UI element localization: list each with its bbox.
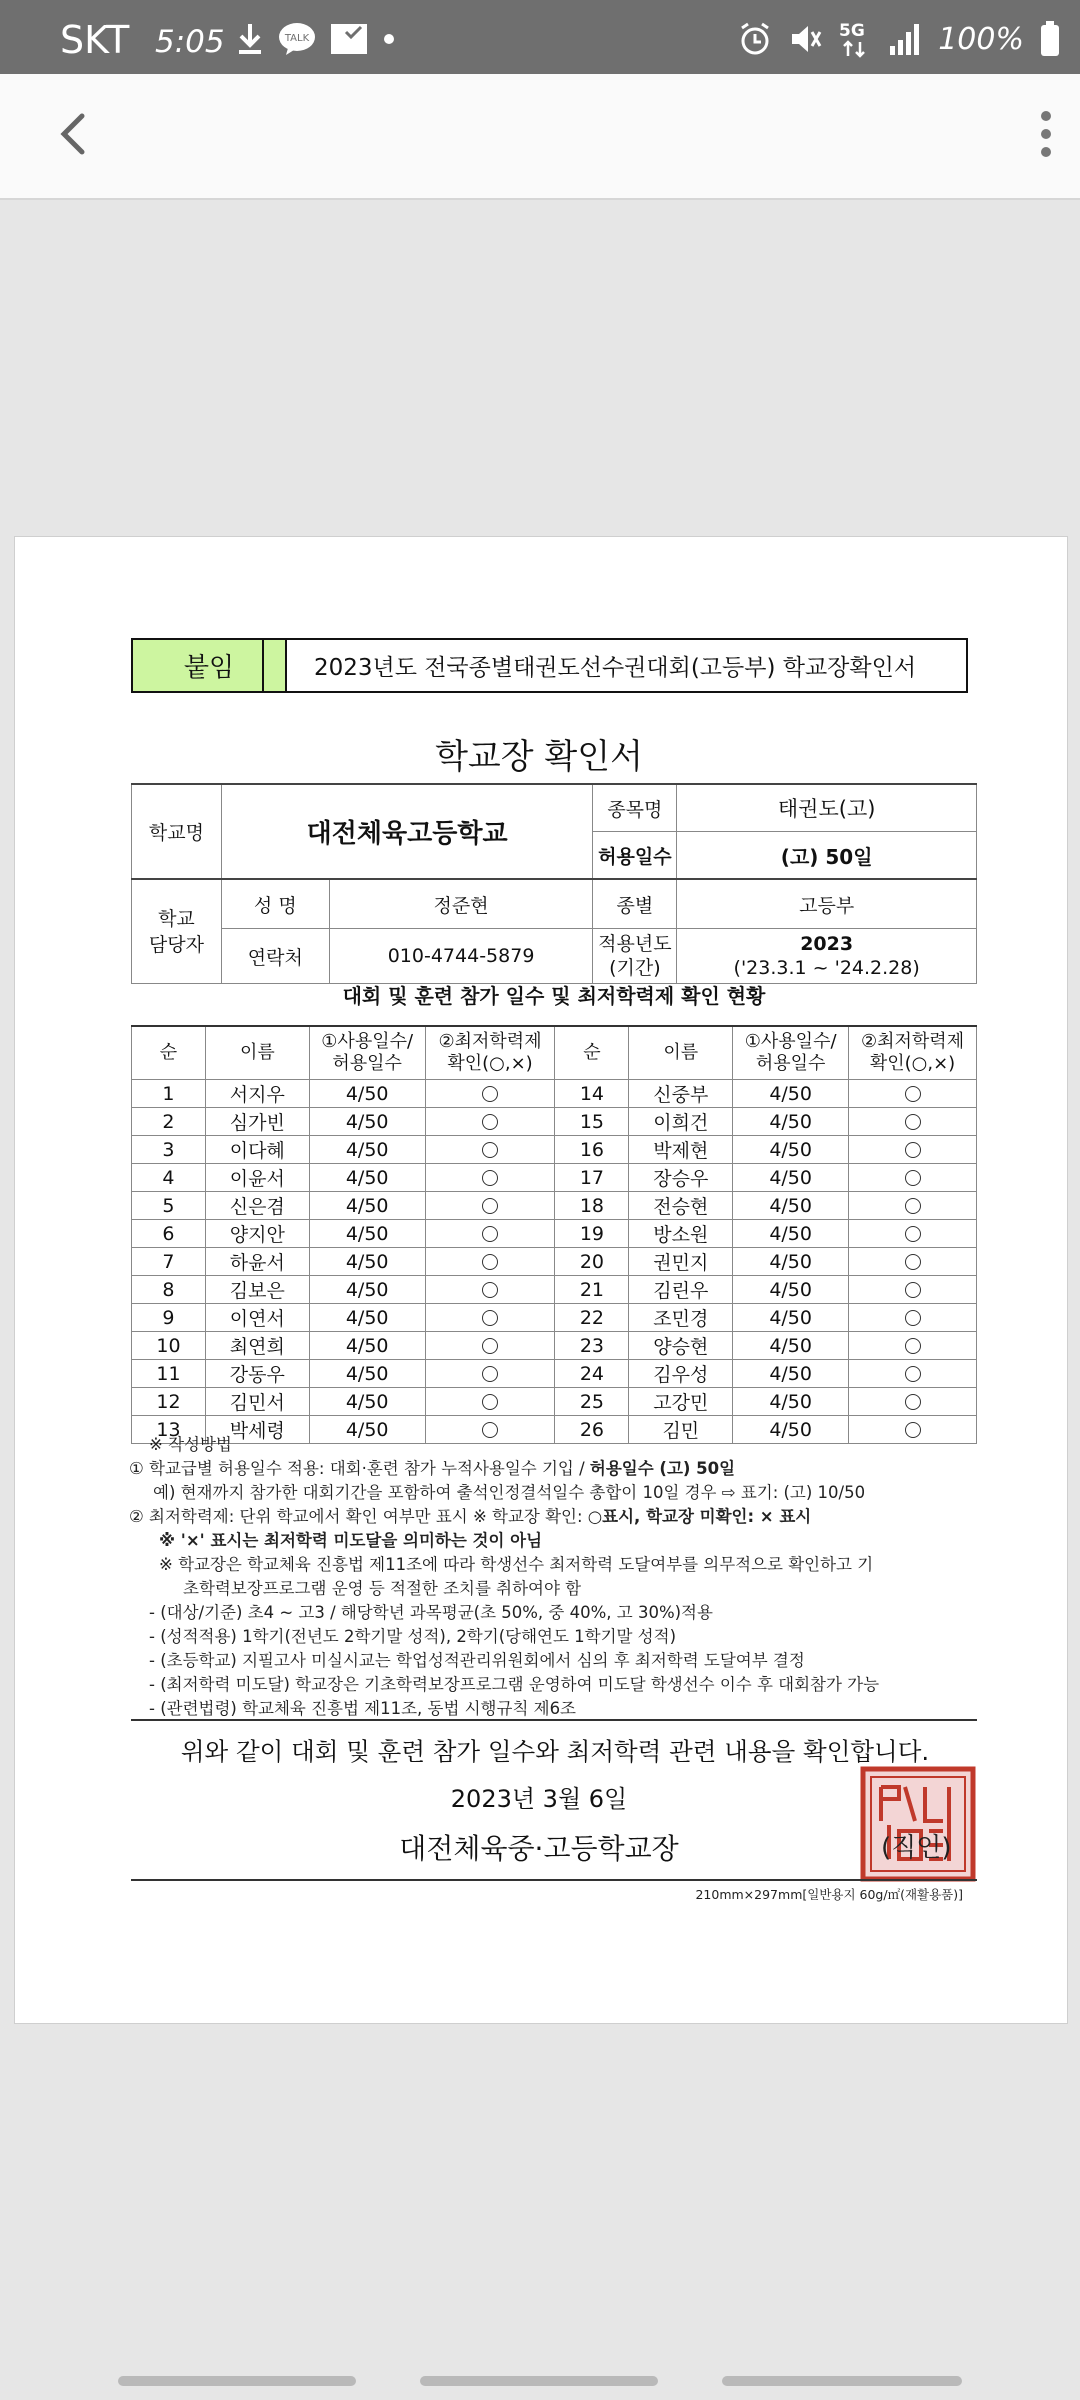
divider xyxy=(131,1719,977,1721)
student-name: 박세령 xyxy=(205,1416,309,1444)
note-1-example: 예) 현재까지 참가한 대회기간을 포함하여 출석인정결석일수 총합이 10일 경우 ⇨ 표기: (고) 10/50 xyxy=(153,1483,866,1502)
note-bullet-2: - (성적적용) 1학기(전년도 2학기말 성적), 2학기(당해연도 1학기말 성적) xyxy=(149,1627,677,1646)
circle-mark-icon xyxy=(905,1226,921,1242)
student-no: 26 xyxy=(555,1416,629,1444)
min-academic-check xyxy=(425,1248,555,1276)
note-2-sub-1: ※ '×' 표시는 최저학력 미도달을 의미하는 것이 아님 xyxy=(159,1531,543,1550)
circle-mark-icon xyxy=(482,1142,498,1158)
circle-mark-icon xyxy=(905,1114,921,1130)
notes-heading: ※ 작성방법 xyxy=(149,1435,232,1454)
circle-mark-icon xyxy=(905,1394,921,1410)
used-days: 4/50 xyxy=(309,1360,425,1388)
used-days: 4/50 xyxy=(309,1108,425,1136)
circle-mark-icon xyxy=(905,1366,921,1382)
allowed-days-value: (고) 50일 xyxy=(677,832,977,880)
min-academic-check xyxy=(425,1332,555,1360)
allowed-days-label: 허용일수 xyxy=(593,832,677,880)
table-row xyxy=(132,1332,977,1360)
min-academic-check xyxy=(849,1248,977,1276)
used-days: 4/50 xyxy=(309,1332,425,1360)
min-academic-check xyxy=(849,1108,977,1136)
circle-mark-icon xyxy=(482,1114,498,1130)
note-2-sub-2: ※ 학교장은 학교체육 진흥법 제11조에 따라 학생선수 최저학력 도달여부를 의무적으로 확인하고 기 xyxy=(159,1555,874,1574)
gallery-icon xyxy=(330,22,368,56)
student-no: 15 xyxy=(555,1108,629,1136)
used-days: 4/50 xyxy=(733,1360,849,1388)
used-days: 4/50 xyxy=(309,1136,425,1164)
min-academic-check xyxy=(849,1192,977,1220)
used-days: 4/50 xyxy=(733,1276,849,1304)
min-academic-check xyxy=(425,1304,555,1332)
circle-mark-icon xyxy=(482,1394,498,1410)
name-value: 정준현 xyxy=(329,879,593,929)
student-no: 23 xyxy=(555,1332,629,1360)
circle-mark-icon xyxy=(482,1198,498,1214)
paper-spec: 210mm×297mm[일반용지 60g/㎡(재활용품)] xyxy=(695,1887,963,1902)
student-no: 22 xyxy=(555,1304,629,1332)
app-bar xyxy=(0,74,1080,200)
note-1 xyxy=(129,1457,979,1481)
alarm-icon xyxy=(738,22,772,56)
student-name: 강동우 xyxy=(205,1360,309,1388)
section-heading: 대회 및 훈련 참가 일수 및 최저학력제 확인 현황 xyxy=(342,984,766,1008)
used-days: 4/50 xyxy=(309,1276,425,1304)
circle-mark-icon xyxy=(905,1254,921,1270)
info-table xyxy=(131,783,977,984)
student-no: 9 xyxy=(132,1304,206,1332)
staff-label: 학교 담당자 xyxy=(132,879,222,984)
circle-mark-icon xyxy=(905,1282,921,1298)
circle-mark-icon xyxy=(482,1310,498,1326)
student-name: 권민지 xyxy=(629,1248,733,1276)
min-academic-check xyxy=(849,1164,977,1192)
used-days: 4/50 xyxy=(733,1304,849,1332)
circle-mark-icon xyxy=(482,1338,498,1354)
used-days: 4/50 xyxy=(733,1248,849,1276)
student-name: 장승우 xyxy=(629,1164,733,1192)
used-days: 4/50 xyxy=(733,1108,849,1136)
min-academic-check xyxy=(425,1276,555,1304)
student-no: 2 xyxy=(132,1108,206,1136)
division-value: 고등부 xyxy=(677,879,977,929)
circle-mark-icon xyxy=(482,1170,498,1186)
battery-icon xyxy=(1040,21,1060,57)
year-cell xyxy=(677,929,977,984)
table-row xyxy=(132,1360,977,1388)
min-academic-check xyxy=(425,1220,555,1248)
circle-mark-icon xyxy=(905,1198,921,1214)
min-academic-check xyxy=(849,1360,977,1388)
used-days: 4/50 xyxy=(733,1388,849,1416)
used-days: 4/50 xyxy=(733,1164,849,1192)
kakaotalk-icon xyxy=(278,22,316,56)
divider xyxy=(131,1879,977,1881)
carrier-label: SKT xyxy=(60,18,130,62)
table-row xyxy=(132,1388,977,1416)
min-academic-check xyxy=(849,1080,977,1108)
student-no: 17 xyxy=(555,1164,629,1192)
year-value: 2023 xyxy=(800,933,854,955)
note-bullet-1: - (대상/기준) 초4 ~ 고3 / 해당학년 과목평균(초 50%, 중 40%, 고 30%)적용 xyxy=(149,1603,713,1622)
student-no: 1 xyxy=(132,1080,206,1108)
note-2-sub-2-cont: 초학력보장프로그램 운영 등 적절한 조치를 취하여야 함 xyxy=(183,1579,582,1598)
circle-mark-icon xyxy=(905,1170,921,1186)
student-no: 10 xyxy=(132,1332,206,1360)
student-name: 이연서 xyxy=(205,1304,309,1332)
bottom-nav-bar xyxy=(0,2358,1080,2400)
header-name: 이름 xyxy=(205,1026,309,1080)
min-academic-check xyxy=(425,1080,555,1108)
student-no: 13 xyxy=(132,1416,206,1444)
student-no: 21 xyxy=(555,1276,629,1304)
used-days: 4/50 xyxy=(309,1164,425,1192)
student-name: 하윤서 xyxy=(205,1248,309,1276)
period-value: ('23.3.1 ~ '24.2.28) xyxy=(733,957,920,979)
min-academic-check xyxy=(425,1360,555,1388)
notes-section xyxy=(129,1433,979,1721)
battery-percentage: 100% xyxy=(938,21,1024,57)
table-row xyxy=(132,1192,977,1220)
header-days: ①사용일수/ 허용일수 xyxy=(309,1026,425,1080)
used-days: 4/50 xyxy=(309,1220,425,1248)
nav-segment-center[interactable] xyxy=(420,2376,658,2386)
table-row xyxy=(132,1164,977,1192)
student-no: 4 xyxy=(132,1164,206,1192)
used-days: 4/50 xyxy=(733,1192,849,1220)
header-no: 순 xyxy=(555,1026,629,1080)
name-label: 성 명 xyxy=(221,879,329,929)
header-no: 순 xyxy=(132,1026,206,1080)
header-min-academic: ②최저학력제 확인(○,×) xyxy=(425,1026,555,1080)
sport-label: 종목명 xyxy=(593,784,677,832)
roster-header-row xyxy=(132,1026,977,1080)
student-name: 방소원 xyxy=(629,1220,733,1248)
min-academic-check xyxy=(849,1388,977,1416)
note-2 xyxy=(129,1505,979,1529)
student-no: 14 xyxy=(555,1080,629,1108)
circle-mark-icon xyxy=(482,1226,498,1242)
circle-mark-icon xyxy=(905,1086,921,1102)
min-academic-check xyxy=(849,1276,977,1304)
table-row xyxy=(132,1108,977,1136)
student-no: 19 xyxy=(555,1220,629,1248)
note-1-text: ① 학교급별 허용일수 적용: 대회·훈련 참가 누적사용일수 기입 / xyxy=(129,1459,590,1478)
signal-icon xyxy=(888,22,922,56)
student-name: 이다혜 xyxy=(205,1136,309,1164)
contact-value: 010-4744-5879 xyxy=(329,929,593,984)
circle-mark-icon xyxy=(905,1338,921,1354)
circle-mark-icon xyxy=(482,1366,498,1382)
used-days: 4/50 xyxy=(309,1388,425,1416)
min-academic-check xyxy=(425,1108,555,1136)
used-days: 4/50 xyxy=(733,1220,849,1248)
header-name: 이름 xyxy=(629,1026,733,1080)
min-academic-check xyxy=(425,1388,555,1416)
student-name: 고강민 xyxy=(629,1388,733,1416)
student-name: 박제현 xyxy=(629,1136,733,1164)
division-label: 종별 xyxy=(593,879,677,929)
student-name: 최연희 xyxy=(205,1332,309,1360)
student-no: 3 xyxy=(132,1136,206,1164)
note-1-emphasis: 허용일수 (고) 50일 xyxy=(589,1459,736,1478)
note-2-emphasis: ○표시, 학교장 미확인: × 표시 xyxy=(587,1507,812,1526)
used-days: 4/50 xyxy=(733,1416,849,1444)
nav-segment-right[interactable] xyxy=(722,2376,962,2386)
table-row xyxy=(132,1304,977,1332)
circle-mark-icon xyxy=(482,1086,498,1102)
min-academic-check xyxy=(425,1136,555,1164)
student-no: 7 xyxy=(132,1248,206,1276)
student-name: 이희건 xyxy=(629,1108,733,1136)
table-row xyxy=(132,1080,977,1108)
chevron-left-icon[interactable] xyxy=(44,104,104,164)
student-no: 16 xyxy=(555,1136,629,1164)
header-min-academic: ②최저학력제 확인(○,×) xyxy=(849,1026,977,1080)
confirmation-statement: 위와 같이 대회 및 훈련 참가 일수와 최저학력 관련 내용을 확인합니다. xyxy=(180,1737,930,1766)
dot-icon xyxy=(382,32,396,46)
roster-table xyxy=(131,1025,977,1444)
student-name: 김린우 xyxy=(629,1276,733,1304)
used-days: 4/50 xyxy=(309,1192,425,1220)
nav-segment-left[interactable] xyxy=(118,2376,356,2386)
min-academic-check xyxy=(425,1164,555,1192)
student-name: 양지안 xyxy=(205,1220,309,1248)
used-days: 4/50 xyxy=(309,1080,425,1108)
table-row xyxy=(132,1136,977,1164)
sport-value: 태권도(고) xyxy=(677,784,977,832)
table-row xyxy=(132,1276,977,1304)
student-name: 심가빈 xyxy=(205,1108,309,1136)
min-academic-check xyxy=(849,1220,977,1248)
table-row xyxy=(132,1220,977,1248)
document-title: 학교장 확인서 xyxy=(435,737,643,777)
circle-mark-icon xyxy=(905,1142,921,1158)
used-days: 4/50 xyxy=(309,1416,425,1444)
circle-mark-icon xyxy=(482,1254,498,1270)
attachment-label: 붙임 xyxy=(131,638,287,693)
contact-label: 연락처 xyxy=(221,929,329,984)
student-name: 양승현 xyxy=(629,1332,733,1360)
note-2-text: ② 최저학력제: 단위 학교에서 확인 여부만 표시 ※ 학교장 확인: xyxy=(129,1507,588,1526)
student-name: 서지우 xyxy=(205,1080,309,1108)
note-bullet-4: - (최저학력 미도달) 학교장은 기초학력보장프로그램 운영하여 미도달 학생선수 이수 후 대회참가 가능 xyxy=(149,1675,880,1694)
min-academic-check xyxy=(849,1304,977,1332)
download-icon xyxy=(236,22,264,56)
year-label: 적용년도 (기간) xyxy=(593,929,677,984)
student-no: 25 xyxy=(555,1388,629,1416)
school-label: 학교명 xyxy=(132,784,222,879)
min-academic-check xyxy=(849,1332,977,1360)
svg-text:5G: 5G xyxy=(839,21,866,41)
5g-icon xyxy=(838,20,872,58)
student-no: 5 xyxy=(132,1192,206,1220)
note-bullet-3: - (초등학교) 지필고사 미실시교는 학업성적관리위원회에서 심의 후 최저학력 도달여부 결정 xyxy=(149,1651,805,1670)
used-days: 4/50 xyxy=(733,1136,849,1164)
seal-note: (직인) xyxy=(881,1833,952,1863)
roster-body xyxy=(132,1080,977,1444)
document-page xyxy=(14,536,1068,2024)
min-academic-check xyxy=(425,1192,555,1220)
student-no: 20 xyxy=(555,1248,629,1276)
student-name: 김보은 xyxy=(205,1276,309,1304)
student-name: 이윤서 xyxy=(205,1164,309,1192)
school-name: 대전체육고등학교 xyxy=(221,784,593,879)
student-name: 전승현 xyxy=(629,1192,733,1220)
min-academic-check xyxy=(849,1136,977,1164)
more-vertical-icon[interactable] xyxy=(1034,110,1058,158)
used-days: 4/50 xyxy=(733,1080,849,1108)
status-bar xyxy=(0,0,1080,74)
banner-title: 2023년도 전국종별태권도선수권대회(고등부) 학교장확인서 xyxy=(262,638,968,693)
circle-mark-icon xyxy=(905,1310,921,1326)
student-no: 24 xyxy=(555,1360,629,1388)
clock: 5:05 xyxy=(155,24,225,60)
header-days: ①사용일수/ 허용일수 xyxy=(733,1026,849,1080)
mute-icon xyxy=(788,22,822,56)
used-days: 4/50 xyxy=(309,1248,425,1276)
used-days: 4/50 xyxy=(309,1304,425,1332)
student-name: 김우성 xyxy=(629,1360,733,1388)
student-no: 8 xyxy=(132,1276,206,1304)
circle-mark-icon xyxy=(482,1282,498,1298)
student-name: 조민경 xyxy=(629,1304,733,1332)
note-bullet-5: - (관련법령) 학교체육 진흥법 제11조, 동법 시행규칙 제6조 xyxy=(149,1699,576,1718)
official-seal-icon xyxy=(859,1765,977,1883)
used-days: 4/50 xyxy=(733,1332,849,1360)
student-no: 12 xyxy=(132,1388,206,1416)
document-date: 2023년 3월 6일 xyxy=(450,1785,628,1813)
student-name: 신중부 xyxy=(629,1080,733,1108)
student-name: 신은겸 xyxy=(205,1192,309,1220)
student-no: 11 xyxy=(132,1360,206,1388)
svg-text:TALK: TALK xyxy=(284,33,310,44)
principal-signature-line: 대전체육중·고등학교장 xyxy=(399,1832,679,1865)
student-no: 18 xyxy=(555,1192,629,1220)
student-name: 김민 xyxy=(629,1416,733,1444)
student-no: 6 xyxy=(132,1220,206,1248)
table-row xyxy=(132,1248,977,1276)
student-name: 김민서 xyxy=(205,1388,309,1416)
